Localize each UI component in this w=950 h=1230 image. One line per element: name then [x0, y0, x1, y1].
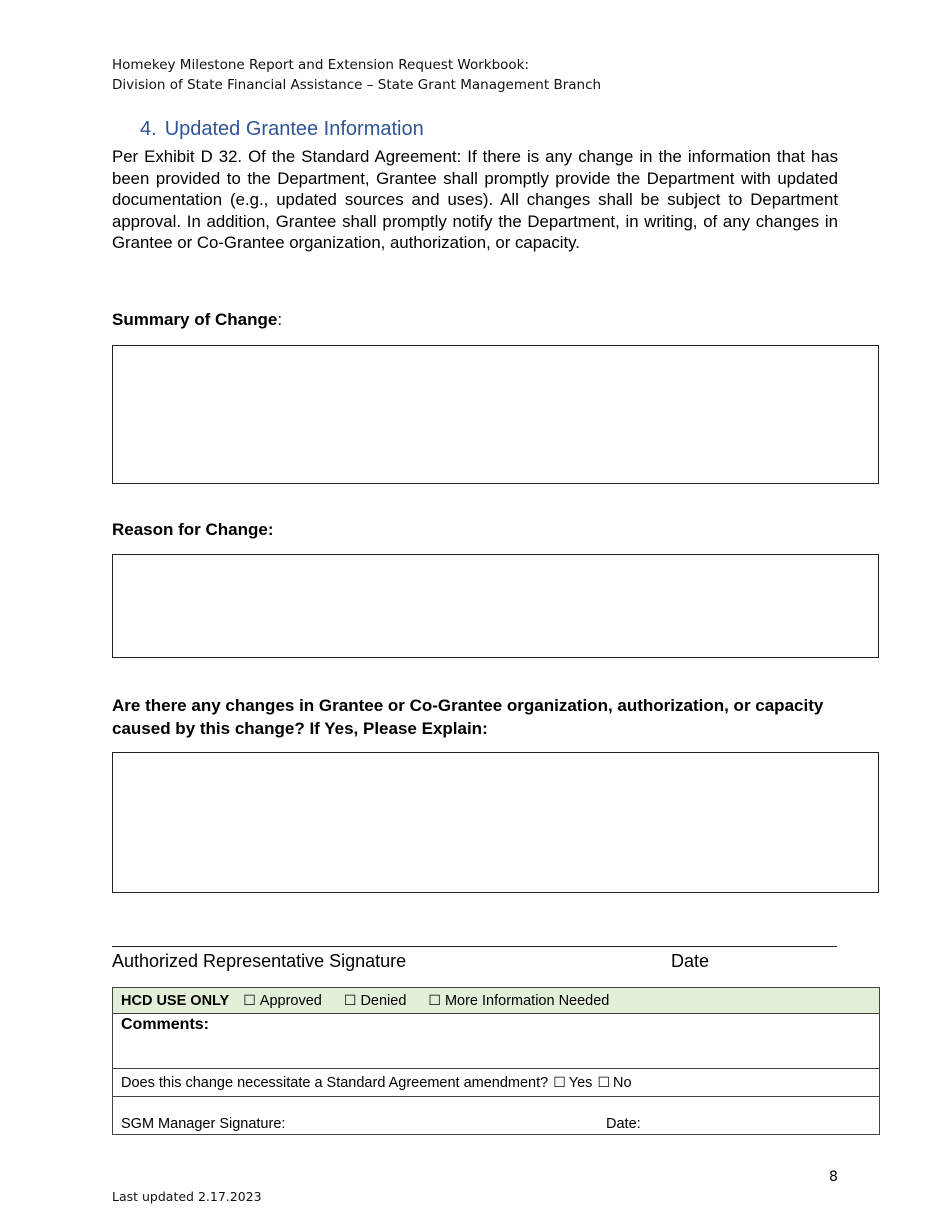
more-information-needed-checkbox[interactable]: ☐	[428, 992, 441, 1009]
summary-of-change-colon: :	[277, 310, 283, 329]
denied-label: Denied	[360, 992, 407, 1009]
approved-label: Approved	[259, 992, 322, 1009]
authorized-representative-signature-label: Authorized Representative Signature	[112, 951, 407, 971]
hcd-header-row	[113, 988, 879, 1014]
sgm-date-label: Date:	[606, 1116, 641, 1132]
last-updated-footer: Last updated 2.17.2023	[112, 1189, 262, 1204]
section-heading	[140, 118, 424, 141]
amendment-yes-label: Yes	[568, 1074, 593, 1091]
summary-of-change-label	[112, 310, 282, 330]
amendment-no-label: No	[613, 1074, 632, 1091]
section-intro-paragraph: Per Exhibit D 32. Of the Standard Agreement: If there is any change in the information that has been provided to the Department, Grantee shall promptly provide the Department with updated documentation (e.g., updated sources and uses). All changes shall be subject to Department approval. In addition, Grantee shall promptly notify the Department, in writing, of any changes in Grantee or Co-Grantee organization, authorization, or capacity.	[112, 147, 838, 252]
amendment-yes-checkbox[interactable]: ☐	[553, 1074, 566, 1091]
organization-changes-question: Are there any changes in Grantee or Co-Grantee organization, authorization, or capacity caused by this change? If Yes, Please Explain:	[112, 696, 824, 738]
hcd-comments-row[interactable]	[113, 1014, 879, 1069]
section-title: Updated Grantee Information	[164, 118, 424, 140]
summary-of-change-field[interactable]	[112, 345, 879, 484]
denied-option[interactable]	[344, 993, 407, 1009]
amendment-no-checkbox[interactable]: ☐	[597, 1074, 610, 1091]
hcd-use-only-title: HCD USE ONLY	[121, 992, 230, 1009]
document-header-title: Homekey Milestone Report and Extension Request Workbook:	[112, 57, 530, 73]
signature-date-label: Date	[671, 951, 710, 971]
approved-checkbox[interactable]: ☐	[243, 992, 256, 1009]
document-header-subtitle: Division of State Financial Assistance – State Grant Management Branch	[112, 77, 602, 93]
organization-changes-explanation-field[interactable]	[112, 752, 879, 893]
more-information-needed-label: More Information Needed	[444, 992, 610, 1009]
hcd-use-only-table	[112, 987, 880, 1135]
reason-for-change-field[interactable]	[112, 554, 879, 658]
approved-option[interactable]	[243, 993, 322, 1009]
sgm-signature-row[interactable]	[113, 1097, 879, 1134]
comments-label: Comments:	[121, 1016, 210, 1033]
summary-of-change-label-text: Summary of Change	[112, 310, 278, 329]
page-number: 8	[829, 1169, 838, 1185]
denied-checkbox[interactable]: ☐	[343, 992, 357, 1009]
sgm-manager-signature-label: SGM Manager Signature:	[121, 1116, 286, 1132]
reason-for-change-label: Reason for Change:	[112, 520, 274, 539]
section-number: 4.	[140, 118, 157, 140]
amendment-question-row	[113, 1069, 879, 1097]
signature-line[interactable]	[112, 946, 837, 947]
more-information-needed-option[interactable]	[428, 993, 609, 1009]
amendment-question-text: Does this change necessitate a Standard Agreement amendment?	[121, 1074, 549, 1091]
